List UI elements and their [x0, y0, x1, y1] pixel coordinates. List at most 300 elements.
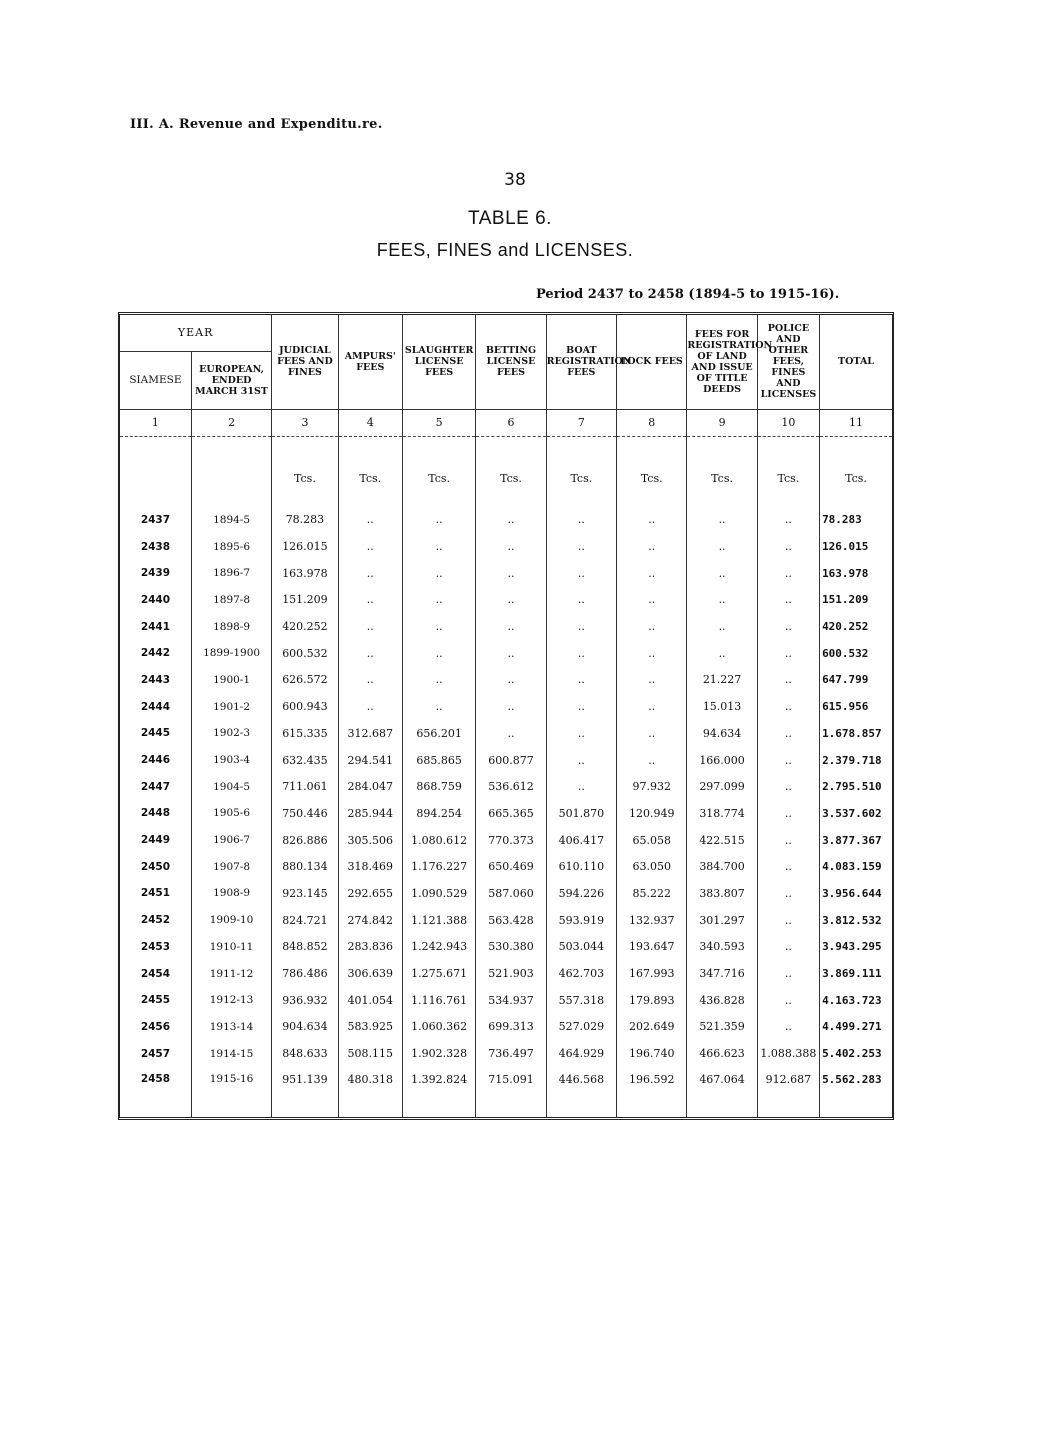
value-cell: .. — [757, 907, 819, 934]
value-cell: 593.919 — [546, 907, 616, 934]
value-cell: 65.058 — [617, 827, 687, 854]
value-cell: 202.649 — [617, 1014, 687, 1041]
value-cell: 85.222 — [617, 880, 687, 907]
value-cell: 132.937 — [617, 907, 687, 934]
european-year: 1912-13 — [191, 987, 271, 1014]
value-cell: 632.435 — [272, 747, 338, 774]
value-cell: 1.275.671 — [402, 960, 475, 987]
table-subtitle: FEES, FINES and LICENSES. — [376, 240, 634, 260]
value-cell: 904.634 — [272, 1014, 338, 1041]
table-row — [120, 587, 892, 614]
value-cell: .. — [687, 533, 757, 560]
header-total: TOTAL — [820, 315, 892, 409]
value-cell: 750.446 — [272, 800, 338, 827]
table-row — [120, 853, 892, 880]
value-cell: .. — [617, 720, 687, 747]
siamese-year: 2444 — [120, 693, 191, 720]
value-cell: 340.593 — [687, 934, 757, 961]
fees-table — [118, 312, 894, 1120]
value-cell: 868.759 — [402, 773, 475, 800]
value-cell: 770.373 — [476, 827, 546, 854]
value-cell: 305.506 — [338, 827, 402, 854]
value-cell: 501.870 — [546, 800, 616, 827]
value-cell: 78.283 — [272, 507, 338, 534]
value-cell: 1.060.362 — [402, 1014, 475, 1041]
value-cell: .. — [476, 533, 546, 560]
siamese-year: 2450 — [120, 853, 191, 880]
unit-label: Tcs. — [338, 436, 402, 507]
header-siamese: SIAMESE — [120, 351, 191, 409]
european-year: 1906-7 — [191, 827, 271, 854]
value-cell: 196.740 — [617, 1040, 687, 1067]
value-cell: .. — [617, 533, 687, 560]
value-cell: .. — [402, 560, 475, 587]
table-row — [120, 640, 892, 667]
value-cell: .. — [757, 507, 819, 534]
value-cell: .. — [617, 587, 687, 614]
siamese-year: 2440 — [120, 587, 191, 614]
value-cell: .. — [402, 613, 475, 640]
column-number: 6 — [476, 409, 546, 436]
value-cell: 167.993 — [617, 960, 687, 987]
value-cell: 826.886 — [272, 827, 338, 854]
value-cell: 301.297 — [687, 907, 757, 934]
value-cell: .. — [757, 773, 819, 800]
total-cell: 615.956 — [822, 700, 869, 714]
value-cell: 1.242.943 — [402, 934, 475, 961]
total-cell: 420.252 — [822, 620, 869, 634]
table-row — [120, 560, 892, 587]
value-cell: .. — [757, 667, 819, 694]
value-cell: 312.687 — [338, 720, 402, 747]
value-cell: 151.209 — [272, 587, 338, 614]
value-cell: .. — [546, 667, 616, 694]
siamese-year: 2438 — [120, 533, 191, 560]
value-cell: .. — [757, 960, 819, 987]
value-cell: 94.634 — [687, 720, 757, 747]
value-cell: .. — [687, 587, 757, 614]
header-year: YEAR — [120, 315, 272, 351]
value-cell: .. — [338, 640, 402, 667]
siamese-year: 2443 — [120, 667, 191, 694]
header-betting: BETTING LICENSE FEES — [476, 315, 546, 409]
value-cell: 1.080.612 — [402, 827, 475, 854]
total-cell: 126.015 — [822, 540, 869, 554]
column-number: 9 — [687, 409, 757, 436]
value-cell: 711.061 — [272, 773, 338, 800]
european-year: 1895-6 — [191, 533, 271, 560]
unit-label: Tcs. — [757, 436, 819, 507]
value-cell: 936.932 — [272, 987, 338, 1014]
value-cell: 466.623 — [687, 1040, 757, 1067]
value-cell: .. — [338, 667, 402, 694]
siamese-year: 2457 — [120, 1040, 191, 1067]
value-cell: 1.121.388 — [402, 907, 475, 934]
table-row — [120, 1014, 892, 1041]
table-row — [120, 693, 892, 720]
value-cell: .. — [617, 667, 687, 694]
total-cell: 151.209 — [822, 593, 869, 607]
siamese-year: 2451 — [120, 880, 191, 907]
european-year: 1897-8 — [191, 587, 271, 614]
value-cell: 166.000 — [687, 747, 757, 774]
total-cell: 4.083.159 — [822, 860, 882, 874]
value-cell: 306.639 — [338, 960, 402, 987]
total-cell: 5.402.253 — [822, 1047, 882, 1061]
european-year: 1901-2 — [191, 693, 271, 720]
value-cell: .. — [757, 853, 819, 880]
siamese-year: 2453 — [120, 934, 191, 961]
value-cell: 1.902.328 — [402, 1040, 475, 1067]
value-cell: 656.201 — [402, 720, 475, 747]
value-cell: 467.064 — [687, 1067, 757, 1117]
value-cell: 557.318 — [546, 987, 616, 1014]
value-cell: 274.842 — [338, 907, 402, 934]
value-cell: .. — [687, 560, 757, 587]
siamese-year: 2445 — [120, 720, 191, 747]
value-cell: .. — [338, 613, 402, 640]
value-cell: .. — [476, 720, 546, 747]
siamese-year: 2454 — [120, 960, 191, 987]
unit-label — [120, 436, 191, 507]
value-cell: 715.091 — [476, 1067, 546, 1117]
column-number: 8 — [617, 409, 687, 436]
total-cell: 3.956.644 — [822, 886, 882, 900]
siamese-year: 2437 — [120, 507, 191, 534]
value-cell: .. — [617, 693, 687, 720]
value-cell: 583.925 — [338, 1014, 402, 1041]
value-cell: 318.469 — [338, 853, 402, 880]
total-cell: 3.537.602 — [822, 806, 882, 820]
value-cell: 384.700 — [687, 853, 757, 880]
value-cell: 626.572 — [272, 667, 338, 694]
value-cell: .. — [476, 560, 546, 587]
value-cell: 534.937 — [476, 987, 546, 1014]
european-year: 1905-6 — [191, 800, 271, 827]
table-row — [120, 747, 892, 774]
siamese-year: 2458 — [120, 1067, 191, 1117]
value-cell: 563.428 — [476, 907, 546, 934]
value-cell: 600.877 — [476, 747, 546, 774]
unit-label: Tcs. — [272, 436, 338, 507]
value-cell: 446.568 — [546, 1067, 616, 1117]
value-cell: 163.978 — [272, 560, 338, 587]
table-title: TABLE 6. — [468, 208, 552, 229]
table-row — [120, 880, 892, 907]
value-cell: 786.486 — [272, 960, 338, 987]
european-year: 1899-1900 — [191, 640, 271, 667]
table-row — [120, 934, 892, 961]
european-year: 1898-9 — [191, 613, 271, 640]
value-cell: .. — [757, 693, 819, 720]
column-number: 3 — [272, 409, 338, 436]
value-cell: .. — [757, 934, 819, 961]
value-cell: 530.380 — [476, 934, 546, 961]
value-cell: .. — [546, 773, 616, 800]
value-cell: .. — [546, 693, 616, 720]
value-cell: 615.335 — [272, 720, 338, 747]
value-cell: 600.943 — [272, 693, 338, 720]
total-cell: 163.978 — [822, 566, 869, 580]
value-cell: 15.013 — [687, 693, 757, 720]
european-year: 1915-16 — [191, 1067, 271, 1117]
units-row — [120, 436, 892, 507]
value-cell: .. — [476, 507, 546, 534]
page-number: 38 — [504, 170, 526, 190]
value-cell: 951.139 — [272, 1067, 338, 1117]
value-cell: 650.469 — [476, 853, 546, 880]
total-cell: 4.499.271 — [822, 1020, 882, 1034]
unit-label: Tcs. — [546, 436, 616, 507]
unit-label — [191, 436, 271, 507]
value-cell: .. — [402, 667, 475, 694]
value-cell: 699.313 — [476, 1014, 546, 1041]
value-cell: 508.115 — [338, 1040, 402, 1067]
table-row — [120, 827, 892, 854]
siamese-year: 2452 — [120, 907, 191, 934]
value-cell: 401.054 — [338, 987, 402, 1014]
total-cell: 3.812.532 — [822, 913, 882, 927]
value-cell: .. — [546, 533, 616, 560]
header-lock: LOCK FEES — [617, 315, 687, 409]
table-row — [120, 960, 892, 987]
value-cell: .. — [757, 747, 819, 774]
header-boat: BOAT REGISTRATION FEES — [546, 315, 616, 409]
value-cell: .. — [402, 533, 475, 560]
header-ampurs: AMPURS' FEES — [338, 315, 402, 409]
value-cell: .. — [546, 507, 616, 534]
european-year: 1911-12 — [191, 960, 271, 987]
european-year: 1896-7 — [191, 560, 271, 587]
table-row — [120, 1040, 892, 1067]
table-row — [120, 1067, 892, 1117]
value-cell: .. — [757, 720, 819, 747]
value-cell: .. — [617, 507, 687, 534]
value-cell: .. — [617, 640, 687, 667]
value-cell: 1.088.388 — [757, 1040, 819, 1067]
value-cell: 894.254 — [402, 800, 475, 827]
value-cell: .. — [687, 613, 757, 640]
unit-label: Tcs. — [476, 436, 546, 507]
value-cell: 665.365 — [476, 800, 546, 827]
header-police: POLICE AND OTHER FEES, FINES AND LICENSES — [757, 315, 819, 409]
european-year: 1909-10 — [191, 907, 271, 934]
value-cell: 536.612 — [476, 773, 546, 800]
value-cell: .. — [546, 720, 616, 747]
value-cell: 294.541 — [338, 747, 402, 774]
section-header: III. A. Revenue and Expenditu.re. — [130, 117, 383, 132]
table-row — [120, 720, 892, 747]
value-cell: .. — [757, 587, 819, 614]
header-european: EUROPEAN, ENDED MARCH 31ST — [191, 351, 271, 409]
value-cell: .. — [476, 587, 546, 614]
value-cell: 462.703 — [546, 960, 616, 987]
value-cell: 97.932 — [617, 773, 687, 800]
column-number: 7 — [546, 409, 616, 436]
value-cell: .. — [617, 560, 687, 587]
fees-table-grid — [120, 315, 892, 1117]
total-cell: 3.877.367 — [822, 833, 882, 847]
value-cell: .. — [687, 507, 757, 534]
value-cell: 422.515 — [687, 827, 757, 854]
value-cell: 594.226 — [546, 880, 616, 907]
siamese-year: 2448 — [120, 800, 191, 827]
value-cell: 21.227 — [687, 667, 757, 694]
total-cell: 2.379.718 — [822, 753, 882, 767]
european-year: 1908-9 — [191, 880, 271, 907]
value-cell: .. — [757, 640, 819, 667]
value-cell: .. — [757, 1014, 819, 1041]
table-row — [120, 613, 892, 640]
value-cell: .. — [338, 560, 402, 587]
total-cell: 2.795.510 — [822, 780, 882, 794]
value-cell: 848.852 — [272, 934, 338, 961]
table-body — [120, 436, 892, 1117]
value-cell: 587.060 — [476, 880, 546, 907]
siamese-year: 2446 — [120, 747, 191, 774]
value-cell: .. — [402, 507, 475, 534]
column-number: 1 — [120, 409, 191, 436]
value-cell: .. — [402, 640, 475, 667]
table-row — [120, 667, 892, 694]
value-cell: 406.417 — [546, 827, 616, 854]
value-cell: .. — [402, 587, 475, 614]
value-cell: 420.252 — [272, 613, 338, 640]
unit-label: Tcs. — [402, 436, 475, 507]
siamese-year: 2439 — [120, 560, 191, 587]
value-cell: 347.716 — [687, 960, 757, 987]
table-row — [120, 800, 892, 827]
column-number: 5 — [402, 409, 475, 436]
value-cell: .. — [402, 693, 475, 720]
total-cell: 5.562.283 — [822, 1072, 882, 1086]
value-cell: 179.893 — [617, 987, 687, 1014]
value-cell: 610.110 — [546, 853, 616, 880]
european-year: 1900-1 — [191, 667, 271, 694]
column-number: 4 — [338, 409, 402, 436]
siamese-year: 2441 — [120, 613, 191, 640]
unit-label: Tcs. — [617, 436, 687, 507]
european-year: 1910-11 — [191, 934, 271, 961]
value-cell: .. — [757, 613, 819, 640]
value-cell: .. — [617, 747, 687, 774]
value-cell: 600.532 — [272, 640, 338, 667]
value-cell: 63.050 — [617, 853, 687, 880]
unit-label: Tcs. — [845, 472, 867, 485]
european-year: 1894-5 — [191, 507, 271, 534]
total-cell: 3.869.111 — [822, 967, 882, 981]
value-cell: .. — [757, 987, 819, 1014]
table-row — [120, 507, 892, 534]
value-cell: .. — [546, 560, 616, 587]
table-row — [120, 773, 892, 800]
european-year: 1902-3 — [191, 720, 271, 747]
value-cell: 521.359 — [687, 1014, 757, 1041]
value-cell: 521.903 — [476, 960, 546, 987]
value-cell: 196.592 — [617, 1067, 687, 1117]
value-cell: .. — [757, 800, 819, 827]
value-cell: 685.865 — [402, 747, 475, 774]
total-cell: 4.163.723 — [822, 993, 882, 1007]
value-cell: 283.836 — [338, 934, 402, 961]
value-cell: 912.687 — [757, 1067, 819, 1117]
value-cell: 120.949 — [617, 800, 687, 827]
value-cell: 193.647 — [617, 934, 687, 961]
european-year: 1907-8 — [191, 853, 271, 880]
value-cell: .. — [546, 587, 616, 614]
header-land: FEES FOR REGISTRATION OF LAND AND ISSUE OF TITLE DEEDS — [687, 315, 757, 409]
value-cell: .. — [757, 827, 819, 854]
value-cell: 1.090.529 — [402, 880, 475, 907]
total-cell: 3.943.295 — [822, 940, 882, 954]
siamese-year: 2449 — [120, 827, 191, 854]
value-cell: .. — [476, 613, 546, 640]
value-cell: 824.721 — [272, 907, 338, 934]
value-cell: .. — [687, 640, 757, 667]
siamese-year: 2442 — [120, 640, 191, 667]
value-cell: .. — [338, 533, 402, 560]
value-cell: 292.655 — [338, 880, 402, 907]
table-row — [120, 533, 892, 560]
value-cell: .. — [546, 613, 616, 640]
european-year: 1904-5 — [191, 773, 271, 800]
value-cell: 297.099 — [687, 773, 757, 800]
table-row — [120, 987, 892, 1014]
siamese-year: 2455 — [120, 987, 191, 1014]
value-cell: .. — [757, 880, 819, 907]
value-cell: 503.044 — [546, 934, 616, 961]
european-year: 1903-4 — [191, 747, 271, 774]
value-cell: .. — [338, 693, 402, 720]
header-slaughter: SLAUGHTER LICENSE FEES — [402, 315, 475, 409]
total-cell: 600.532 — [822, 646, 869, 660]
value-cell: 480.318 — [338, 1067, 402, 1117]
value-cell: 1.392.824 — [402, 1067, 475, 1117]
value-cell: .. — [476, 693, 546, 720]
siamese-year: 2447 — [120, 773, 191, 800]
value-cell: 464.929 — [546, 1040, 616, 1067]
value-cell: 436.828 — [687, 987, 757, 1014]
value-cell: 318.774 — [687, 800, 757, 827]
value-cell: .. — [546, 640, 616, 667]
european-year: 1913-14 — [191, 1014, 271, 1041]
header-judicial: JUDICIAL FEES AND FINES — [272, 315, 338, 409]
value-cell: 880.134 — [272, 853, 338, 880]
value-cell: .. — [757, 533, 819, 560]
value-cell: .. — [757, 560, 819, 587]
siamese-year: 2456 — [120, 1014, 191, 1041]
value-cell: 1.176.227 — [402, 853, 475, 880]
value-cell: 383.807 — [687, 880, 757, 907]
column-number-row — [120, 409, 892, 436]
period-label: Period 2437 to 2458 (1894-5 to 1915-16). — [536, 287, 840, 302]
value-cell: 1.116.761 — [402, 987, 475, 1014]
value-cell: .. — [546, 747, 616, 774]
value-cell: 848.633 — [272, 1040, 338, 1067]
european-year: 1914-15 — [191, 1040, 271, 1067]
value-cell: .. — [476, 640, 546, 667]
value-cell: .. — [338, 587, 402, 614]
column-number: 10 — [757, 409, 819, 436]
value-cell: 126.015 — [272, 533, 338, 560]
value-cell: .. — [338, 507, 402, 534]
unit-label: Tcs. — [687, 436, 757, 507]
value-cell: 736.497 — [476, 1040, 546, 1067]
value-cell: .. — [617, 613, 687, 640]
column-number: 2 — [191, 409, 271, 436]
total-cell: 1.678.857 — [822, 726, 882, 740]
value-cell: 923.145 — [272, 880, 338, 907]
